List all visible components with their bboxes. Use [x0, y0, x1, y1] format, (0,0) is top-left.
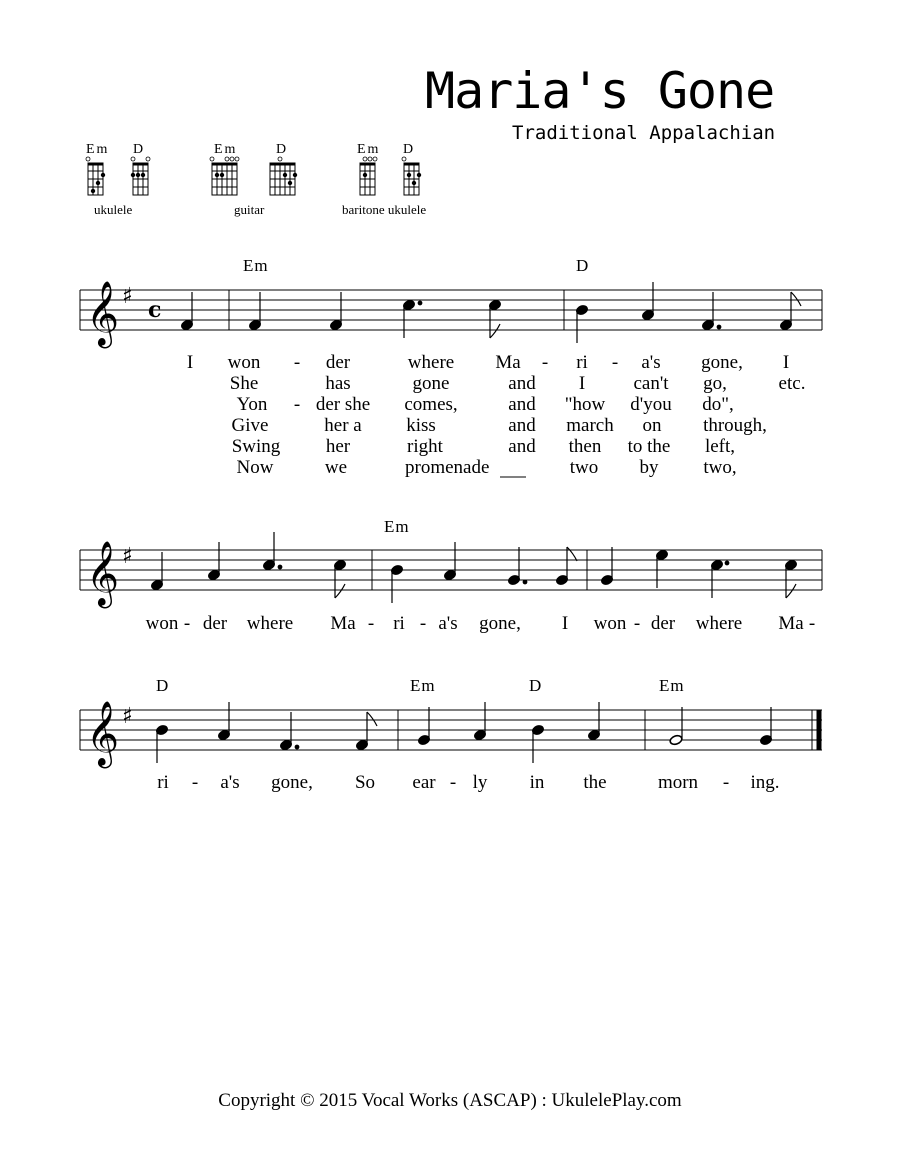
lyric-syllable: gone,: [479, 613, 521, 634]
lyric-syllable: ear: [412, 772, 436, 793]
lyric-syllable: her a: [324, 415, 362, 436]
lyric-hyphen: -: [808, 613, 816, 634]
song-title: Maria's Gone: [425, 62, 775, 120]
baritone-chord-em-name: Em: [357, 142, 381, 157]
lyric-hyphen: -: [367, 613, 375, 634]
lyric-syllable: march: [566, 415, 614, 436]
lyric-hyphen: -: [449, 772, 457, 793]
lyric-syllable: comes,: [404, 394, 458, 415]
song-subtitle: Traditional Appalachian: [512, 122, 776, 144]
ukulele-d-diagram: [133, 163, 148, 195]
lyric-syllable: won: [227, 352, 261, 373]
lyric-syllable: to the: [627, 436, 671, 457]
baritone-d-diagram: [404, 163, 419, 195]
lyric-syllable: ly: [472, 772, 488, 793]
staff-system-1: [0, 270, 900, 350]
lyric-hyphen: -: [293, 394, 301, 415]
lyric-syllable: in: [529, 772, 545, 793]
lyric-syllable: Swing: [231, 436, 281, 457]
ukulele-em-diagram: [88, 163, 103, 195]
guitar-label: guitar: [234, 202, 265, 217]
lyric-syllable: ri: [157, 772, 169, 793]
staff-system-2: [0, 530, 900, 610]
lyric-syllable: d'you: [630, 394, 672, 415]
ukulele-chord-em-name: Em: [86, 142, 110, 157]
lyric-syllable: right: [407, 436, 443, 457]
lyric-syllable: and: [508, 415, 536, 436]
chord-diagrams: [0, 155, 460, 205]
lyric-syllable: I: [578, 373, 586, 394]
lyric-syllable: where: [695, 613, 743, 634]
lyric-syllable: then: [568, 436, 602, 457]
lyric-syllable: her: [325, 436, 351, 457]
sharp-icon: ♯: [122, 704, 133, 729]
lyric-syllable: a's: [438, 613, 458, 634]
lyric-syllable: where: [407, 352, 455, 373]
lyric-syllable: morn: [657, 772, 699, 793]
lyric-syllable: gone,: [701, 352, 743, 373]
lyric-syllable: has: [325, 373, 351, 394]
guitar-d-diagram: [270, 163, 295, 195]
lyric-syllable: gone,: [271, 772, 313, 793]
ukulele-label: ukulele: [94, 202, 133, 217]
lyric-syllable: the: [583, 772, 607, 793]
lyric-syllable: Now: [236, 457, 274, 478]
lyric-syllable: won: [145, 613, 179, 634]
lyric-syllable: promenade: [405, 457, 490, 478]
chord-symbol: Em: [659, 676, 685, 695]
sharp-icon: ♯: [122, 544, 133, 569]
chord-symbol: D: [156, 676, 170, 695]
lyric-syllable: She: [229, 373, 259, 394]
lyric-syllable: and: [508, 436, 536, 457]
lyric-syllable: left,: [704, 436, 736, 457]
lyric-syllable: and: [508, 394, 536, 415]
lyric-syllable: Yon: [236, 394, 268, 415]
lyric-syllable: ri: [576, 352, 588, 373]
lyric-syllable: der: [650, 613, 676, 634]
lyric-hyphen: -: [293, 352, 301, 373]
lyric-syllable: ing.: [750, 772, 780, 793]
lyric-hyphen: -: [183, 613, 191, 634]
guitar-chord-d-name: D: [276, 142, 289, 157]
lyric-hyphen: -: [633, 613, 641, 634]
lyric-syllable: can't: [633, 373, 669, 394]
lyric-hyphen: -: [191, 772, 199, 793]
common-time-icon: c: [148, 297, 162, 323]
treble-clef-icon: 𝄞: [86, 281, 120, 346]
lyric-syllable: two: [569, 457, 599, 478]
lyric-syllable: a's: [220, 772, 240, 793]
lyric-syllable: So: [354, 772, 376, 793]
guitar-em-diagram: [212, 163, 237, 195]
sharp-icon: ♯: [122, 284, 133, 309]
chord-symbol: Em: [384, 517, 410, 536]
lyric-hyphen: -: [611, 352, 619, 373]
lyric-syllable: der: [325, 352, 351, 373]
staff-system-3: [0, 690, 900, 770]
lyric-hyphen: -: [722, 772, 730, 793]
treble-clef-icon: 𝄞: [86, 701, 120, 766]
lyric-syllable: we: [324, 457, 348, 478]
lyric-syllable: I: [186, 352, 194, 373]
chord-symbol: D: [576, 256, 590, 275]
lyric-syllable: by: [639, 457, 659, 478]
lyric-syllable: go,: [703, 373, 727, 394]
lyric-syllable: a's: [641, 352, 661, 373]
copyright-notice: Copyright © 2015 Vocal Works (ASCAP) : UkulelePlay.com: [218, 1090, 682, 1111]
lyric-syllable: Ma: [330, 613, 356, 634]
baritone-em-diagram: [360, 163, 375, 195]
lyric-hyphen: -: [419, 613, 427, 634]
lyric-syllable: I: [782, 352, 790, 373]
lyric-syllable: "how: [564, 394, 606, 415]
lyric-syllable: through,: [703, 415, 767, 436]
lyric-syllable: won: [593, 613, 627, 634]
lyric-syllable: do",: [702, 394, 734, 415]
chord-symbol: Em: [410, 676, 436, 695]
treble-clef-icon: 𝄞: [86, 541, 120, 606]
chord-symbol: D: [529, 676, 543, 695]
lyric-syllable: Ma: [495, 352, 521, 373]
lyric-syllable: Ma: [778, 613, 804, 634]
lyric-hyphen: -: [541, 352, 549, 373]
lyric-syllable: der: [202, 613, 228, 634]
lyric-syllable: Give: [231, 415, 269, 436]
lyric-syllable: kiss: [406, 415, 436, 436]
ukulele-chord-d-name: D: [133, 142, 146, 157]
baritone-ukulele-label: baritone ukulele: [342, 202, 427, 217]
lyric-syllable: on: [642, 415, 662, 436]
chord-symbol: Em: [243, 256, 269, 275]
lyric-syllable: etc.: [778, 373, 806, 394]
guitar-chord-em-name: Em: [214, 142, 238, 157]
lyric-syllable: where: [246, 613, 294, 634]
lyric-syllable: two,: [703, 457, 737, 478]
lyric-syllable: ri: [393, 613, 405, 634]
lyric-syllable: I: [561, 613, 569, 634]
lyric-extender-line: [0, 475, 900, 479]
baritone-chord-d-name: D: [403, 142, 416, 157]
lyric-syllable: der she: [315, 394, 371, 415]
lyric-syllable: and: [508, 373, 536, 394]
lyric-syllable: gone: [412, 373, 450, 394]
